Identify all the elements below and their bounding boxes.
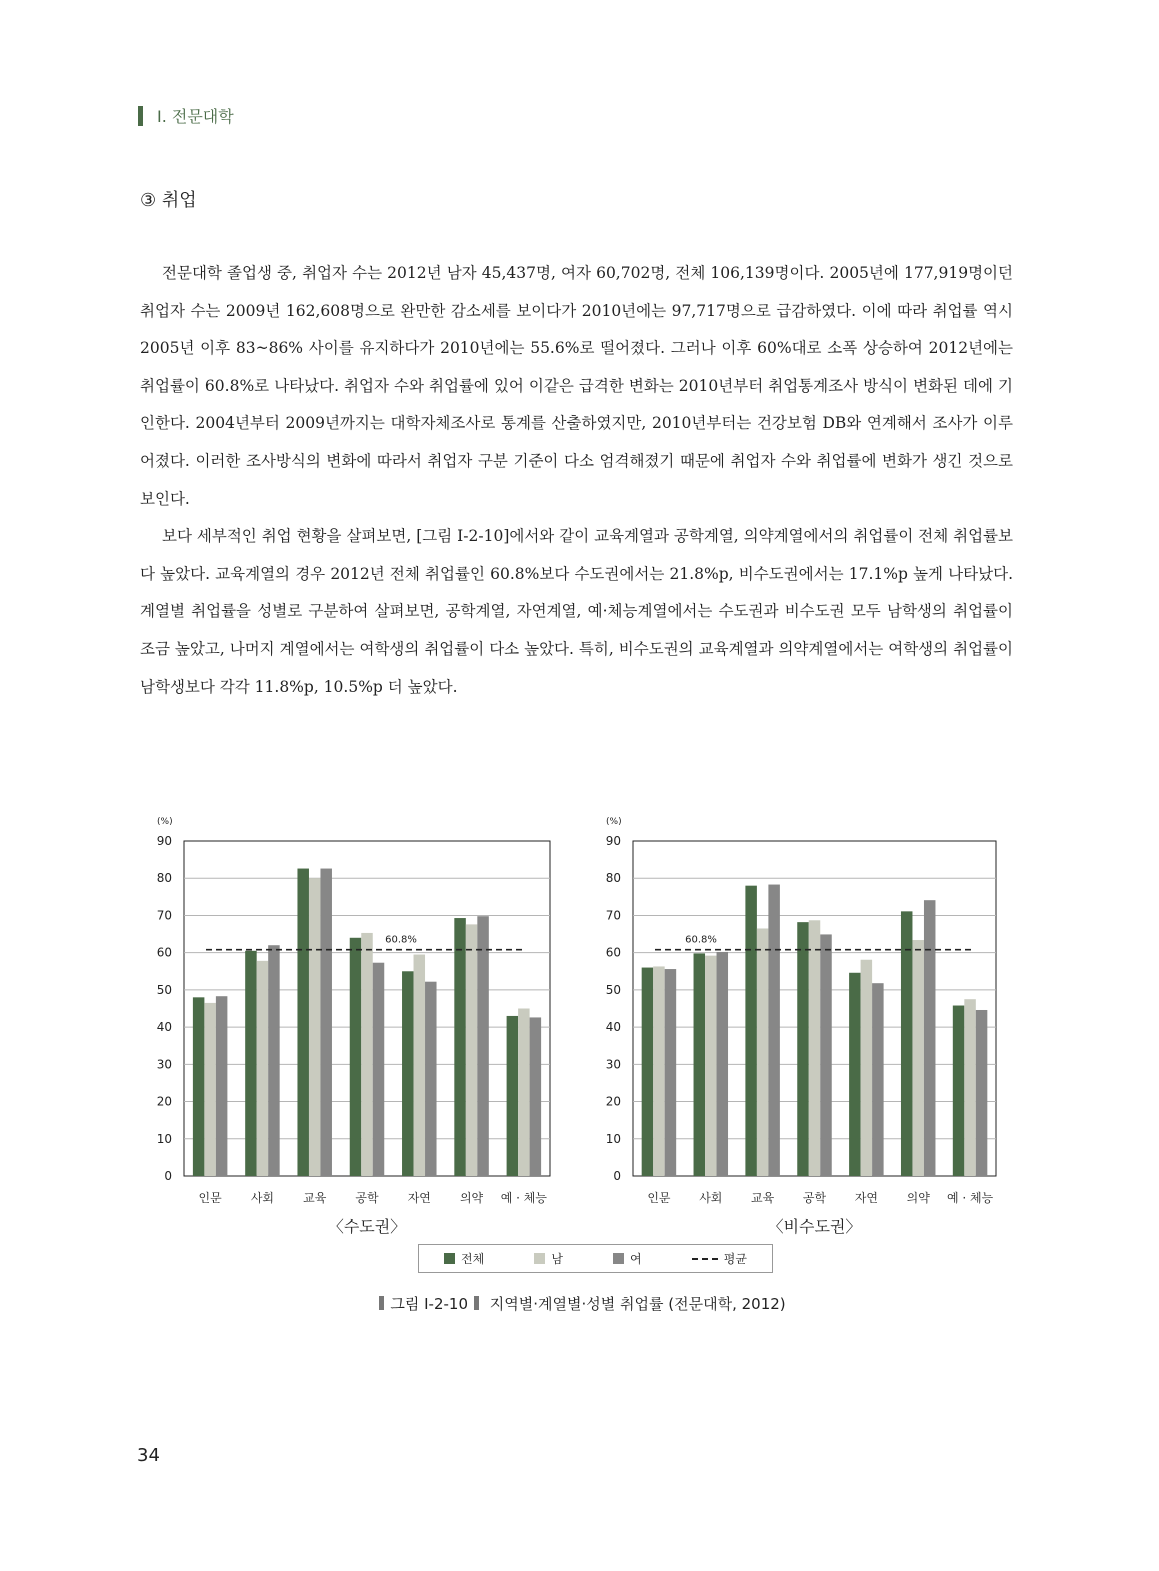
legend-swatch-total	[444, 1253, 455, 1264]
capital-bar-male	[257, 961, 269, 1176]
caption-number: Ⅰ-2-10	[424, 1295, 469, 1313]
capital-x-tick-label: 인문	[198, 1191, 222, 1205]
noncapital-y-tick-label: 30	[605, 1057, 621, 1072]
noncapital-bar-female	[820, 934, 832, 1176]
noncapital-bar-total	[642, 968, 654, 1176]
legend-swatch-male	[534, 1253, 545, 1264]
capital-x-tick-label: 사회	[250, 1191, 275, 1205]
capital-y-tick-label: 40	[156, 1020, 172, 1035]
noncapital-x-tick-label: 의약	[906, 1191, 930, 1205]
caption-title: 지역별·계열별·성별 취업률 (전문대학, 2012)	[489, 1295, 786, 1313]
noncapital-bar-female	[768, 885, 780, 1176]
legend-item-female	[613, 1250, 642, 1267]
noncapital-unit-label: (%)	[606, 817, 622, 827]
legend-item-total	[444, 1250, 484, 1267]
noncapital-bar-female	[976, 1010, 988, 1176]
noncapital-bar-male	[705, 956, 717, 1176]
capital-bar-total	[507, 1016, 519, 1176]
capital-bar-total	[454, 918, 466, 1176]
noncapital-y-tick-label: 10	[605, 1131, 621, 1146]
capital-bar-total	[193, 997, 205, 1176]
noncapital-y-tick-label: 80	[605, 871, 621, 886]
charts-svg	[0, 805, 1159, 1236]
legend-label-female: 여	[630, 1252, 642, 1266]
capital-chart-title: 〈수도권〉	[327, 1217, 407, 1236]
capital-y-tick-label: 70	[156, 908, 172, 923]
capital-bar-female	[530, 1017, 542, 1176]
capital-bar-female	[425, 982, 437, 1176]
noncapital-bar-female	[717, 952, 729, 1176]
noncapital-bar-male	[653, 966, 665, 1176]
capital-unit-label: (%)	[157, 817, 173, 827]
noncapital-y-tick-label: 50	[605, 982, 621, 997]
noncapital-x-tick-label: 자연	[854, 1191, 878, 1205]
capital-x-tick-label: 예 · 체능	[500, 1191, 547, 1205]
noncapital-bar-total	[694, 953, 706, 1176]
noncapital-y-tick-label: 90	[605, 834, 621, 848]
capital-bar-total	[245, 951, 257, 1176]
header-title: Ⅰ. 전문대학	[157, 107, 234, 126]
noncapital-bar-male	[809, 920, 821, 1176]
page-number: 34	[137, 1445, 160, 1466]
noncapital-bar-total	[901, 911, 913, 1176]
noncapital-y-tick-label: 20	[605, 1094, 621, 1109]
legend	[418, 1244, 773, 1273]
paragraph-2: 보다 세부적인 취업 현황을 살펴보면, [그림 Ⅰ-2-10]에서와 같이 교육계열과 공학계열, 의약계열에서의 취업률이 전체 취업률보다 높았다. 교육계열의 경우 2012년 전체 취업률인 60.8%보다 수도권에서는 21.8%p, 비수도권에서는 17.1%p 높게 나타났다. 계열별 취업률을 성별로 구분하여 살펴보면, 공학계열, 자연계열, 예·체능계열에서는 수도권과 비수도권 모두 남학생의 취업률이 조금 높았고, 나머지 계열에서는 여학생의 취업률이 다소 높았다. 특히, 비수도권의 교육계열과 의약계열에서는 여학생의 취업률이 남학생보다 각각 11.8%p, 10.5%p 더 높았다.	[140, 527, 1013, 696]
capital-y-tick-label: 90	[156, 834, 172, 848]
capital-y-tick-label: 0	[164, 1169, 172, 1183]
header-marker	[138, 106, 143, 126]
noncapital-chart-title: 〈비수도권〉	[767, 1217, 862, 1236]
noncapital-bar-male	[964, 999, 976, 1176]
legend-label-total: 전체	[461, 1252, 485, 1266]
noncapital-bar-total	[745, 886, 757, 1176]
capital-y-tick-label: 20	[156, 1094, 172, 1109]
noncapital-x-tick-label: 공학	[802, 1191, 827, 1205]
noncapital-bar-female	[665, 969, 677, 1176]
capital-bar-female	[216, 996, 228, 1176]
legend-dash-average	[692, 1258, 718, 1260]
running-header	[138, 104, 234, 127]
capital-x-tick-label: 의약	[459, 1191, 484, 1205]
noncapital-bar-female	[872, 983, 884, 1176]
noncapital-bar-female	[924, 900, 936, 1176]
noncapital-y-tick-label: 60	[605, 945, 621, 960]
noncapital-y-tick-label: 70	[605, 908, 621, 923]
capital-bar-male	[361, 933, 373, 1176]
body-text	[140, 255, 1013, 706]
legend-label-male: 남	[551, 1252, 563, 1266]
capital-y-tick-label: 80	[156, 871, 172, 886]
noncapital-y-tick-label: 40	[605, 1020, 621, 1035]
noncapital-x-tick-label: 인문	[647, 1191, 671, 1205]
charts-container	[0, 805, 1159, 1236]
capital-bar-total	[350, 938, 362, 1176]
capital-bar-total	[402, 971, 414, 1176]
capital-y-tick-label: 30	[156, 1057, 172, 1072]
noncapital-bar-male	[757, 928, 769, 1176]
capital-bar-male	[414, 955, 426, 1176]
figure-caption	[0, 1293, 1159, 1314]
capital-x-tick-label: 교육	[303, 1191, 327, 1205]
legend-item-male	[534, 1250, 563, 1267]
capital-bar-total	[297, 869, 309, 1176]
noncapital-x-tick-label: 교육	[751, 1191, 775, 1205]
capital-y-tick-label: 10	[156, 1131, 172, 1146]
capital-bar-male	[466, 924, 478, 1176]
noncapital-average-label: 60.8%	[685, 934, 717, 946]
noncapital-bar-total	[849, 973, 861, 1176]
legend-item-average	[692, 1250, 747, 1267]
capital-bar-female	[373, 963, 385, 1176]
noncapital-x-tick-label: 예 · 체능	[946, 1191, 994, 1205]
capital-y-tick-label: 50	[156, 982, 172, 997]
noncapital-bar-total	[797, 922, 809, 1176]
capital-x-tick-label: 공학	[355, 1191, 379, 1205]
noncapital-y-tick-label: 0	[613, 1169, 621, 1183]
capital-bar-male	[518, 1009, 530, 1177]
noncapital-bar-male	[912, 940, 924, 1176]
legend-label-average: 평균	[723, 1252, 747, 1266]
capital-bar-female	[477, 916, 489, 1176]
caption-marker-left	[379, 1296, 384, 1310]
noncapital-x-tick-label: 사회	[699, 1191, 723, 1205]
section-title: ③ 취업	[140, 190, 197, 211]
capital-bar-female	[320, 869, 332, 1176]
capital-y-tick-label: 60	[156, 945, 172, 960]
paragraph-1: 전문대학 졸업생 중, 취업자 수는 2012년 남자 45,437명, 여자 60,702명, 전체 106,139명이다. 2005년에 177,919명이던 취업자 수는 2009년 162,608명으로 완만한 감소세를 보이다가 2010년에는 97,717명으로 급감하였다. 이에 따라 취업률 역시 2005년 이후 83~86% 사이를 유지하다가 2010년에는 55.6%로 떨어졌다. 그러나 이후 60%대로 소폭 상승하여 2012년에는 취업률이 60.8%로 나타났다. 취업자 수와 취업률에 있어 이같은 급격한 변화는 2010년부터 취업통계조사 방식이 변화된 데에 기인한다. 2004년부터 2009년까지는 대학자체조사로 통계를 산출하였지만, 2010년부터는 건강보험 DB와 연계해서 조사가 이루어졌다. 이러한 조사방식의 변화에 따라서 취업자 구분 기준이 다소 엄격해졌기 때문에 취업자 수와 취업률에 변화가 생긴 것으로 보인다.	[140, 264, 1013, 508]
noncapital-bar-male	[861, 960, 873, 1176]
caption-marker-right	[474, 1296, 479, 1310]
capital-bar-female	[268, 945, 280, 1176]
capital-bar-male	[204, 1003, 216, 1176]
caption-prefix: 그림	[390, 1295, 420, 1313]
capital-x-tick-label: 자연	[407, 1191, 431, 1205]
noncapital-bar-total	[953, 1006, 965, 1176]
legend-swatch-female	[613, 1253, 624, 1264]
capital-average-label: 60.8%	[385, 934, 417, 946]
capital-bar-male	[309, 878, 321, 1176]
